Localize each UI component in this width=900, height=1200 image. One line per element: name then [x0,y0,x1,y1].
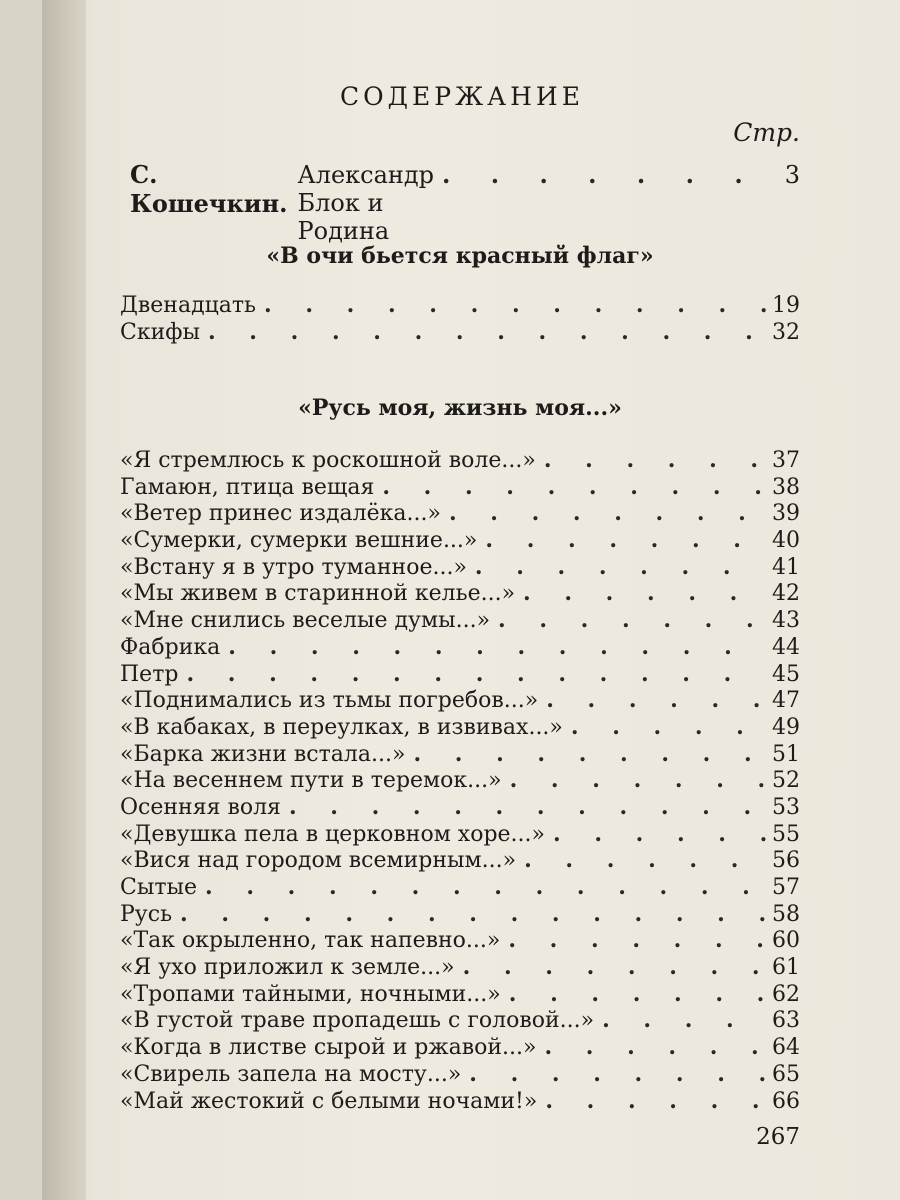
toc-entry [120,901,800,928]
leader-dots [477,527,766,554]
toc-entry [120,714,800,741]
toc-entry [120,927,800,954]
entry-title: «Свирель запела на мосту...» [120,1061,462,1087]
toc-entry [120,794,800,821]
toc-entry [120,607,800,634]
toc-entry [120,1088,800,1115]
toc-entry [120,1061,800,1088]
entry-page: 58 [772,901,800,927]
entry-page: 45 [772,661,800,687]
toc-entry [120,874,800,901]
entry-title: Скифы [120,319,200,345]
leader-dots [545,821,766,848]
entry-title: «Девушка пела в церковном хоре...» [120,821,545,847]
leader-dots [536,1034,766,1061]
entry-page: 65 [772,1061,800,1087]
entry-page: 42 [772,581,800,607]
leader-dots [467,554,766,581]
leader-dots [172,901,766,928]
entry-title: Осенняя воля [120,794,281,820]
entry-title: «Я стремлюсь к роскошной воле...» [120,448,536,473]
entry-page: 52 [772,768,800,794]
entry-title: Русь [120,901,173,927]
intro-page: 3 [784,161,800,189]
entry-title: Петр [120,661,179,687]
entry-page: 49 [772,714,800,740]
leader-dots [256,292,766,319]
toc-entry [120,1007,800,1034]
toc-entry [120,292,800,319]
entry-title: «Мне снились веселые думы...» [120,608,491,634]
toc-entry [120,474,800,501]
entry-page: 37 [772,448,800,473]
entry-title: «Май жестокий с белыми ночами!» [120,1088,538,1114]
entry-title: «Мы живем в старинной келье...» [120,581,516,607]
entry-title: «Вися над городом всемирным...» [120,848,517,874]
toc-entry [120,847,800,874]
leader-dots [197,874,766,901]
entry-title: «Тропами тайными, ночными...» [120,981,501,1007]
toc-entry [120,319,800,346]
entry-page: 40 [772,528,800,554]
entry-title: «Когда в листве сырой и ржавой...» [120,1035,537,1061]
leader-dots [594,1007,766,1034]
leader-dots [538,687,766,714]
leader-dots [434,160,785,189]
leader-dots [515,580,766,607]
leader-dots [405,741,766,768]
entry-title: «Так окрыленно, так напевно...» [120,928,501,954]
entry-page: 60 [772,928,800,954]
entry-page: 39 [772,501,800,527]
entry-page: 56 [772,848,800,874]
entry-title: «На весеннем пути в теремок...» [120,768,502,794]
leader-dots [563,714,766,741]
page-number: 267 [756,1124,800,1150]
entry-title: Сытые [120,875,198,900]
entry-page: 41 [772,554,800,580]
entry-title: «Я ухо приложил к земле...» [120,955,455,981]
page-gutter [42,0,86,1200]
toc-entry [120,500,800,527]
leader-dots [281,794,766,821]
toc-list-section-2 [120,447,800,1114]
toc-list-section-1 [120,292,800,345]
toc-entry [120,634,800,661]
entry-title: «Встану я в утро туманное...» [120,554,467,580]
entry-title: «В густой траве пропадешь с головой...» [120,1008,595,1034]
toc-entry [120,554,800,581]
toc-entry [120,821,800,848]
entry-page: 32 [772,319,800,345]
entry-page: 61 [772,955,800,981]
entry-page: 51 [772,741,800,767]
leader-dots [537,1088,766,1115]
leader-dots [374,474,766,501]
leader-dots [441,500,766,527]
leader-dots [178,661,766,688]
leader-dots [500,927,766,954]
leader-dots [200,319,766,346]
intro-entry [130,160,800,245]
entry-page: 53 [772,794,800,820]
entry-title: «В кабаках, в переулках, в извивах...» [120,714,563,740]
entry-page: 66 [772,1088,800,1114]
entry-title: Двенадцать [120,293,257,318]
entry-title: «Барка жизни встала...» [120,741,406,767]
entry-page: 64 [772,1035,800,1061]
toc-entry [120,767,800,794]
entry-title: «Сумерки, сумерки вешние...» [120,528,478,554]
toc-entry [120,981,800,1008]
toc-entry [120,527,800,554]
leader-dots [455,954,766,981]
entry-title: Гамаюн, птица вещая [120,474,375,500]
section-heading-2: «Русь моя, жизнь моя...» [298,395,622,421]
entry-page: 47 [772,688,800,714]
entry-page: 57 [772,875,800,900]
leader-dots [502,767,766,794]
toc-entry [120,661,800,688]
page-title: СОДЕРЖАНИЕ [340,82,584,111]
leader-dots [461,1061,766,1088]
toc-entry [120,580,800,607]
entry-page: 55 [772,821,800,847]
leader-dots [490,607,766,634]
section-heading-1: «В очи бьется красный флаг» [266,243,654,269]
entry-page: 38 [772,474,800,500]
leader-dots [516,847,766,874]
entry-page: 43 [772,608,800,634]
toc-entry [120,687,800,714]
toc-entry [120,447,800,474]
entry-page: 63 [772,1008,800,1034]
intro-title: Александр Блок и Родина [297,161,435,245]
toc-entry [120,954,800,981]
leader-dots [501,981,766,1008]
entry-page: 19 [772,293,800,318]
page-column-label: Стр. [733,118,800,147]
entry-title: «Ветер принес издалёка...» [120,501,441,527]
leader-dots [220,634,766,661]
entry-title: «Поднимались из тьмы погребов...» [120,688,539,714]
entry-page: 62 [772,981,800,1007]
entry-title: Фабрика [120,634,221,660]
leader-dots [536,447,766,474]
toc-entry [120,741,800,768]
entry-page: 44 [772,634,800,660]
intro-author: С. Кошечкин. [130,160,288,218]
toc-entry [120,1034,800,1061]
